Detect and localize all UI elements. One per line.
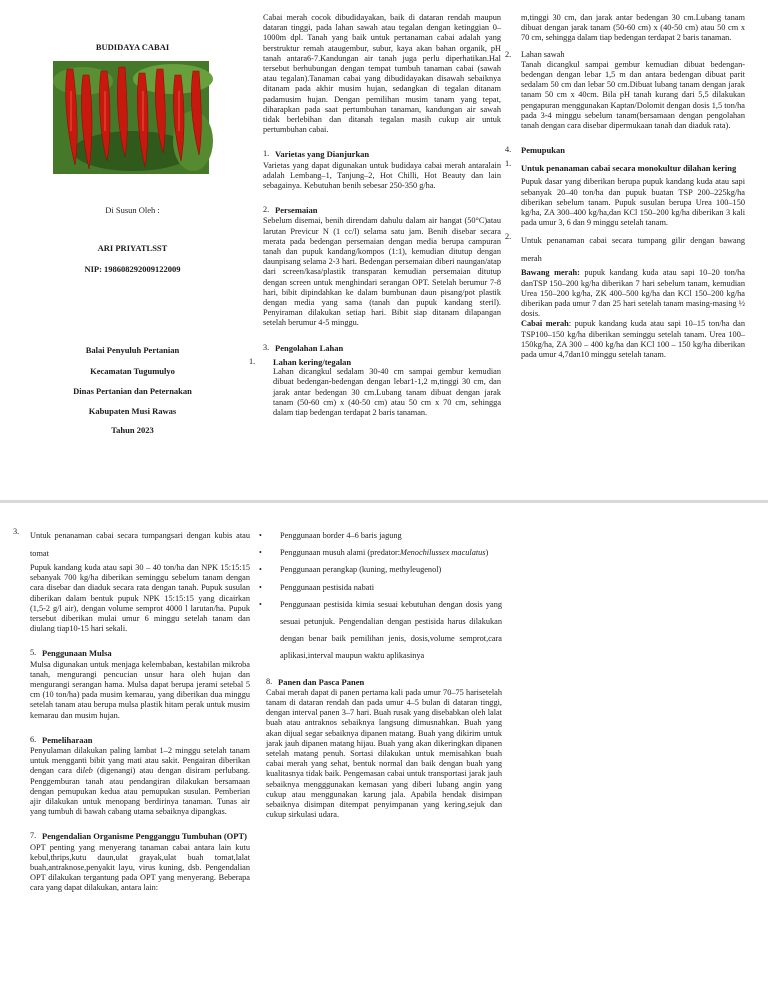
bullet-text-1: Penggunaan border 4–6 baris jagung bbox=[280, 531, 402, 540]
bullet-text-2-italic: Menochilussex maculatus bbox=[400, 548, 486, 558]
cabai-merah-text: : pupuk kandang kuda atau sapi 10–15 ton/ha dan TSP100–150 kg/ha diberikan seminggu setelah tanam. Urea 100–150kg/ha, ZA 300 – 400 kg/ha dan KCl 100 – 150 kg/ha diberikan pada umur 4,7dan10 minggu setelah tanam. bbox=[521, 319, 745, 360]
bullet-dot: • bbox=[259, 582, 262, 592]
section-4-item-2 bbox=[505, 232, 745, 268]
section-8-body: Cabai merah dapat di panen pertama kali pada umur 70–75 harisetelah tanam di dataran rendah dan pada umur 4–5 bulan di dataran tinggi, dengan interval panen 3–7 hari. Buah rusak yang disebabkan oleh lalat buah atau antraknos sebaiknya langsung dimusnahkan. Buah yang akan dijual segar sebaiknya dipanen matang. Buah yang dikirim untuk jarak jauh dipanen matang hijau. Buah yang akan dikeringkan dipanen setelah matang penuh. Sortasi dilakukan untuk memisahkan buah cabai merah yang sehat, bentuk normal dan baik dengan buah yang kualitasnya tidak baik. Pengemasan cabai untuk transportasi jarak jauh sebaiknya mengggunakan kemasan yang diberi lubang angin yang cukup atau menggunakan karung jala. Apabila hendak disimpan sebaiknya disimpan ditempat penyimpanan yang kering,sejuk dan cukup sirkulasi udara. bbox=[266, 687, 502, 820]
section-3-item-2 bbox=[505, 50, 745, 60]
section-7-title: Pengendalian Organisme Pengganggu Tumbuhan (OPT) bbox=[42, 831, 247, 842]
cover-org-1: Balai Penyuluh Pertanian bbox=[85, 345, 180, 355]
section-6-number: 6. bbox=[30, 734, 37, 744]
bottom-column-one bbox=[13, 527, 251, 894]
cover-author: ARI PRIYATLSST bbox=[97, 243, 168, 253]
section-6-text-b: (digenangi) atau dengan disiram perlubang. Penggemburan tanah atau pendangiran dilakukan bersamaan dengan pemupukan kedua atau pemupukan susulan. Pemberian ajir dilakukan untuk menopang berdirinya tanaman. Tunas air yang tumbuh di bawah cabang utama sebaiknya dipangkas. bbox=[30, 766, 251, 817]
bullet-dot: • bbox=[259, 548, 262, 558]
section-6-italic: leb bbox=[82, 766, 93, 776]
section-2-heading bbox=[263, 205, 501, 215]
section-4-title: Pemupukan bbox=[521, 145, 565, 156]
page-one bbox=[0, 0, 768, 500]
cover-org-3: Dinas Pertanian dan Peternakan bbox=[73, 386, 192, 396]
column-three bbox=[505, 13, 745, 360]
red-chili-photo bbox=[53, 61, 209, 174]
page-two bbox=[0, 503, 768, 1002]
section-3-item-1-number: 1. bbox=[249, 356, 256, 366]
bullet-item-5 bbox=[259, 596, 502, 665]
section-4-item-2-number: 2. bbox=[505, 232, 512, 242]
section-6-text-a: Penyulaman dilakukan paling lambat 1–2 minggu setelah tanam untuk mengganti bibit yang mati atau sakit. Pengairan diberikan dengan cara di bbox=[30, 746, 250, 776]
section-1-heading bbox=[263, 149, 501, 159]
bullet-text-5: Penggunaan pestisida kimia sesuai kebutuhan dengan dosis yang sesuai petunjuk. Pengendalian dengan pestisida harus dilakukan dengan benar baik pemilihan jenis, dosis,volume semprot,cara aplikasi,interval maupun waktu aplikasinya bbox=[280, 599, 502, 661]
section-4-item-1-title: Untuk penanaman cabai secara monokultur dilahan kering bbox=[521, 163, 737, 174]
section-5-heading bbox=[30, 648, 250, 658]
section-3-item-1-continued: m,tinggi 30 cm, dan jarak antar bedengan 30 cm.Lubang tanam dibuat dengan jarak tanam (50-60 cm) x (40-50 cm) atau 50 cm x 70 cm, sehingga dalam tiap bedengan terdapat 2 baris tanaman. bbox=[521, 13, 745, 43]
section-1-number: 1. bbox=[263, 149, 270, 159]
section-4-item-2-title: Untuk penanaman cabai secara tumpang gilir dengan bawang merah bbox=[521, 236, 745, 264]
section-4-item-1-body: Pupuk dasar yang diberikan berupa pupuk kandang kuda atau sapi sebanyak 20–40 ton/ha dan pupuk buatan TSP 200–225kg/ha diberikan sebelum tanam. Pupuk susulan berupa Urea 100–150 kg/ha, ZA 300–400 kg/ha,dan KCl 150–200 kg/ha diberikan 3 kali pada umur 3, 6 dan 9 minggu setelah tanam. bbox=[521, 177, 745, 228]
section-3-item-2-title: Lahan sawah bbox=[521, 49, 565, 59]
section-8-heading bbox=[266, 677, 502, 687]
section-7-number: 7. bbox=[30, 831, 37, 841]
section-4-item-3-title: Untuk penanaman cabai secara tumpangsari dengan kubis atau tomat bbox=[30, 531, 250, 558]
section-3-title: Pengolahan Lahan bbox=[275, 342, 344, 353]
section-3-number: 3. bbox=[263, 342, 270, 352]
section-7-body: OPT penting yang menyerang tanaman cabai antara lain kutu kebul,thrips,kutu daun,ulat grayak,ulat buah tomat,lalat buah,antraknose,penyakit layu, virus kuning, dsb. Pengendalian OPT dilakukan tergantung pada OPT yang menyerang. Beberapa cara yang dapat dilakukan, antara lain: bbox=[30, 842, 250, 893]
intro-text: Cabai merah cocok dibudidayakan, baik di dataran rendah maupun dataran tinggi, pada lahan sawah atau tegalan dengan ketinggian 0–1000m dpl. Tanah yang baik untuk pertanaman cabai adalah yang berstruktur remah ataugembur, subur, kaya akan bahan organik, pH tanah antara6-7.Kandungan air tanah juga perlu diperhatikan.Hal tersebut berhubungan dengan tempat tumbuh tanaman cabai (sawah atau tegalan).Tanaman cabai yang dibudidayakan disawah sebaiknya ditanam pada akhir musim hujan, sedangkan di tegalan ditanam padamusim hujan. Dengan pemilihan musim tanam yang tepat, diharapkan pada saat pertumbuhan tanaman, kandungan air sawah tidak berlebihan dan ditanah tegalan masih cukup air untuk pertumbuhan cabai. bbox=[263, 13, 501, 135]
bullet-text-3: Penggunaan perangkap (kuning, methyleugenol) bbox=[280, 565, 442, 575]
section-6-title: Pemeliharaan bbox=[42, 734, 93, 745]
section-3-item-2-number: 2. bbox=[505, 49, 512, 59]
cover-org-2: Kecamatan Tugumulyo bbox=[90, 366, 175, 376]
bawang-merah-text: pupuk kandang kuda atau sapi 10–20 ton/ha danTSP 150–200 kg/ha diberikan 7 hari sebelum tanam, kemudian Urea 150–200 kg/ha, ZK 400–500 kg/ha dan KCl 150–200 kg/ha diberikan pada umur 7 dan 25 hari setelah tanam masing-masing ½ dosis. bbox=[521, 268, 745, 319]
section-5-title: Penggunaan Mulsa bbox=[42, 648, 112, 659]
section-1-title: Varietas yang Dianjurkan bbox=[275, 149, 370, 160]
section-4-heading bbox=[505, 145, 745, 155]
cover-by: Di Susun Oleh : bbox=[105, 205, 160, 215]
bottom-column-two bbox=[259, 527, 502, 820]
section-6-body bbox=[30, 746, 250, 817]
cabai-merah-paragraph bbox=[505, 319, 745, 360]
section-2-number: 2. bbox=[263, 205, 270, 215]
bullet-item-2 bbox=[259, 544, 502, 561]
section-7-heading bbox=[30, 831, 250, 841]
section-3-item-2-body: Tanah dicangkul sampai gembur kemudian dibuat bedengan-bedengan dengan lebar 1,5 m dan antara bedengan dibuat parit sedalam 50 cm dan lebar 50 cm.Dibuat lubang tanam dengan jarak tanam 50 cm x 40cm. Bila pH tanah kurang dari 5,5 dilakukan pengapuran menggunakan Kaptan/Dolomit dengan dosis 1,5 ton/ha pada 3-4 minggu sebelum tanam(bersamaan dengan pengolahan tanah dengan cara disebar dipermukaan tanah dan diaduk rata). bbox=[521, 59, 745, 131]
cover-year: Tahun 2023 bbox=[111, 425, 154, 435]
section-8-number: 8. bbox=[266, 676, 273, 686]
bullet-dot: • bbox=[259, 599, 262, 609]
section-4-item-3-number: 3. bbox=[13, 527, 20, 536]
section-4-number: 4. bbox=[505, 145, 512, 155]
cover-org-4: Kabupaten Musi Rawas bbox=[88, 406, 177, 416]
section-2-body: Sebelum disemai, benih direndam dahulu dalam air hangat (50°C)atau larutan Previcur N (1 cc/l) selama satu jam. Benih disebar secara merata pada bedengan persemaian dengan media berupa campuran tanah dan pupuk kandang/kompos (1:1), kemudian ditutup dengan daunpisang selama 2-3 hari. Bedengan persemaian diberi naungan/atap dari screen/kasa/plastik transparan kemudian persemaian ditutup dengan screen untuk menghindari serangan OPT. Setelah berumur 7-8 hari, bibit dipindahkan ke dalam bumbunan daun pisang/pot plastik dengan media yang sama (tanah dan pupuk kandang steril). Penyiraman dilakukan setiap hari. Bibit siap ditanam dilapangan setelah berumur 4-5 minggu. bbox=[263, 216, 501, 328]
bullet-text-2b: ) bbox=[485, 548, 489, 558]
cover-title: BUDIDAYA CABAI bbox=[95, 42, 170, 52]
section-2-title: Persemaian bbox=[275, 205, 318, 216]
section-3-heading bbox=[263, 343, 501, 353]
bullet-dot: • bbox=[259, 565, 262, 575]
section-5-number: 5. bbox=[30, 648, 37, 658]
cabai-merah-label: Cabai merah bbox=[521, 319, 569, 329]
section-4-item-3 bbox=[13, 527, 250, 563]
section-3-item-1-title: Lahan kering/tegalan bbox=[273, 356, 352, 367]
bawang-merah-label: Bawang merah: bbox=[521, 268, 580, 278]
section-3-item-1-body: Lahan dicangkul sedalam 30-40 cm sampai gembur kemudian dibuat bedengan-bedengan dengan lebar1-1,2 m,tinggi 30 cm, dan jarak antar bedengan 30 cm.Lubang tanam dibuat dengan jarak tanam (50-60 cm) x (40-50 cm) atau 50 cm x 70 cm, sehingga dalam tiap bedengan terdapat 2 baris tanaman. bbox=[273, 367, 501, 417]
bullet-dot: • bbox=[259, 531, 262, 540]
bullet-item-4 bbox=[259, 579, 502, 596]
section-1-body: Varietas yang dapat digunakan untuk budidaya cabai merah antaralain adalah Lembang–1, Tanjung–2, Hot Chilli, Hot Beauty dan lain sebagainya. Kebutuhan benih sebesar 250-350 g/ha. bbox=[263, 160, 501, 191]
bawang-merah-paragraph bbox=[505, 268, 745, 319]
bullet-text-2a: Penggunaan musuh alami (predator: bbox=[280, 548, 401, 558]
bullet-text-4: Penggunaan pestisida nabati bbox=[280, 582, 375, 592]
column-two bbox=[249, 13, 501, 417]
cover-nip: NIP: 198608292009122009 bbox=[84, 264, 181, 274]
section-8-title: Panen dan Pasca Panen bbox=[278, 676, 365, 687]
section-3-item-1 bbox=[249, 356, 501, 367]
section-6-heading bbox=[30, 735, 250, 745]
section-4-item-1 bbox=[505, 159, 745, 177]
section-5-body: Mulsa digunakan untuk menjaga kelembaban, kestabilan mikroba tanah, mengurangi pencucian unsur hara oleh hujan dan mengurangi serangan hama. Mulsa dapat berupa jerami setebal 5 cm (10 ton/ha) pada musim kemarau, yang diberikan dua minggu setelah tanam atau berupa mulsa plastik hitam perak untuk musim kemarau dan musim hujan. bbox=[30, 659, 250, 720]
section-4-item-3-body: Pupuk kandang kuda atau sapi 30 – 40 ton/ha dan NPK 15:15:15 sebanyak 700 kg/ha diberikan seminggu sebelum tanam dengan cara disebar dan diaduk secara rata dengan tanah. Pupuk susulan diberikan dalam bentuk pupuk NPK 15:15:15 yang dicairkan (1,5-2 g/l air), dengan volume semprot 4000 l larutan/ha. Pupuk tersebut diberikan mulai umur 6 minggu setelah tanam dan diulang tiap10-15 hari sekali. bbox=[30, 563, 250, 634]
bullet-item-1 bbox=[259, 527, 502, 544]
section-4-item-1-number: 1. bbox=[505, 159, 512, 169]
bullet-item-3 bbox=[259, 561, 502, 578]
